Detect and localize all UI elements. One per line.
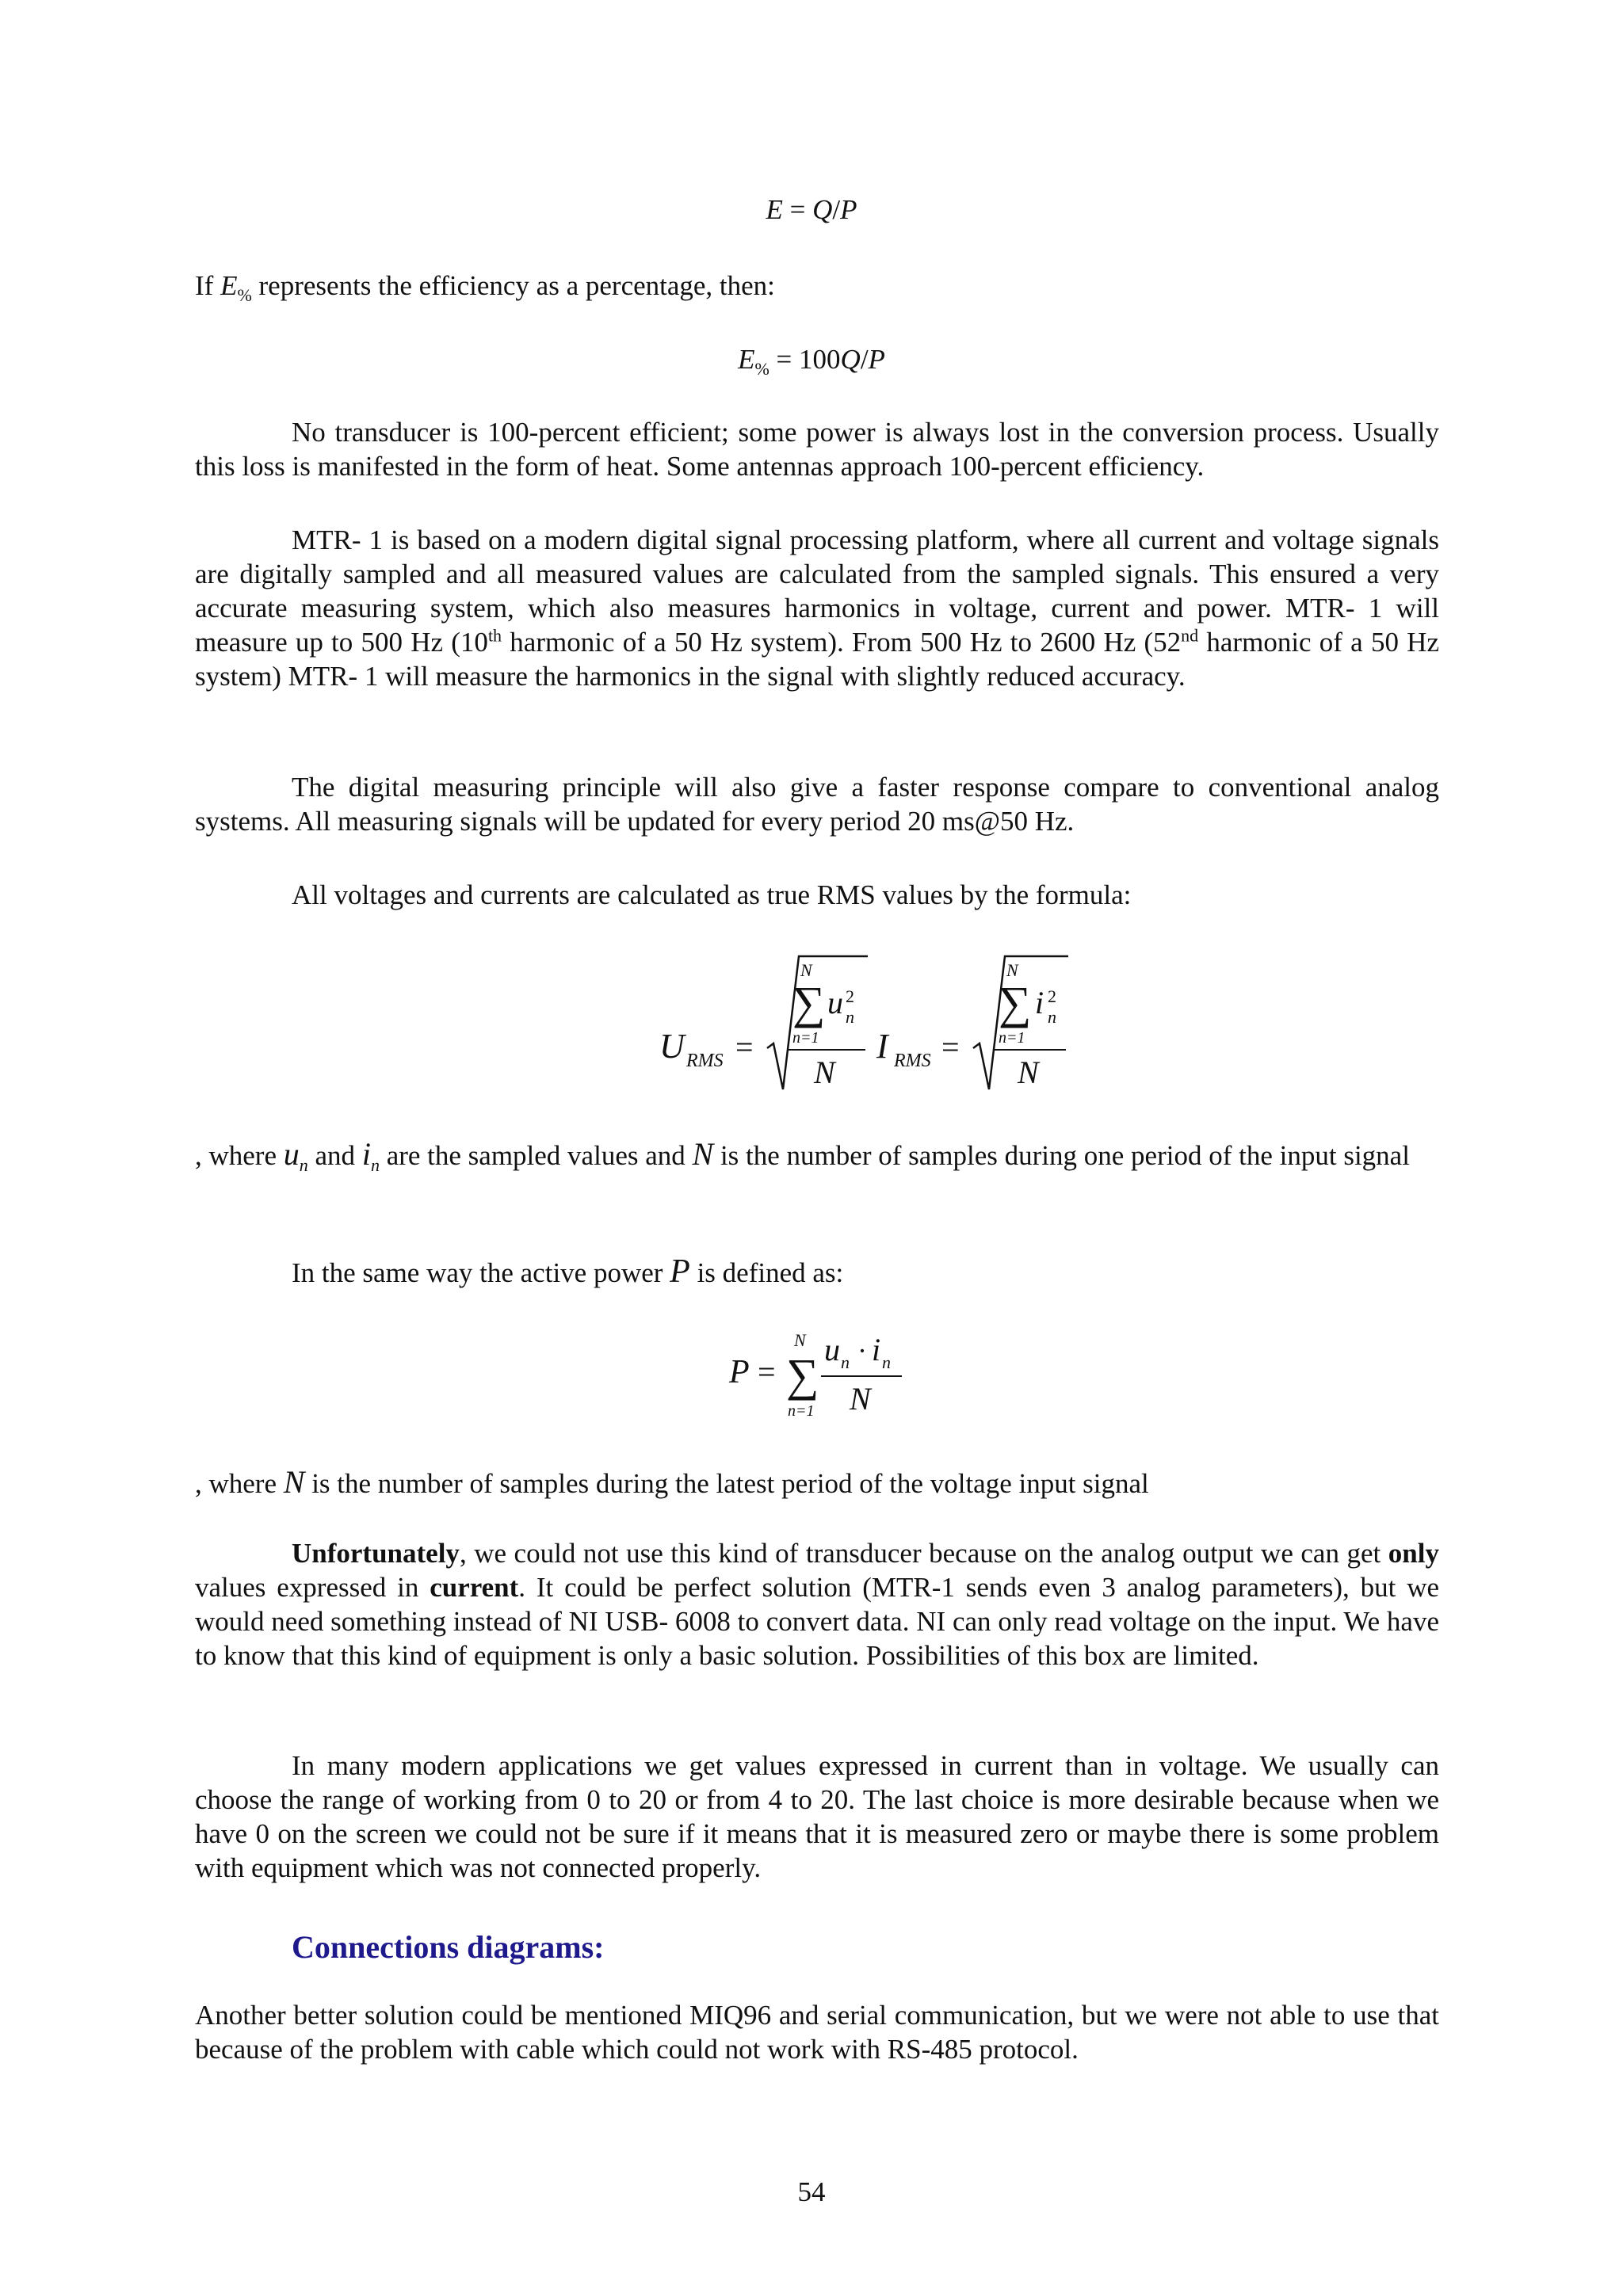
eq-symbol-p: P xyxy=(840,194,857,225)
symbol-e: E xyxy=(220,270,238,301)
subscript-n: n xyxy=(882,1352,891,1372)
exponent-2: 2 xyxy=(1048,986,1056,1006)
bold-text: Unfortunately xyxy=(292,1538,460,1569)
text: is the number of samples during one period of the input signal xyxy=(713,1140,1410,1171)
symbol-p: P xyxy=(670,1253,690,1290)
paragraph-rms-intro xyxy=(195,878,1439,912)
eq-slash: / xyxy=(860,344,869,375)
symbol-n: N xyxy=(692,1136,714,1172)
section-heading: Connections diagrams: xyxy=(292,1929,605,1965)
equation-efficiency-percent xyxy=(0,342,1623,379)
symbol-u: u xyxy=(283,1136,300,1172)
text: and xyxy=(307,1140,362,1171)
paragraph-digital-principle xyxy=(195,770,1439,838)
text: are the sampled values and xyxy=(379,1140,693,1171)
paragraph-efficiency-percent xyxy=(195,269,1439,303)
subscript-rms: RMS xyxy=(686,1051,724,1071)
text: In many modern applications we get values expressed in current than in voltage. We usually can choose the range of working from 0 to 20 or from 4 to 20. The last choice is more desirable because when we have 0 on the screen we could not be sure if it means that it is measured zero or maybe there is some problem with equipment which was not connected properly. xyxy=(195,1750,1439,1883)
text: is defined as: xyxy=(689,1257,844,1288)
symbol-i: i xyxy=(361,1136,371,1172)
denominator-n: N xyxy=(814,1055,835,1090)
text: is the number of samples during the latest period of the voltage input signal xyxy=(304,1468,1149,1499)
subscript-n: n xyxy=(1048,1007,1056,1027)
text: values expressed in xyxy=(195,1572,430,1603)
sum-lower-n1: n=1 xyxy=(788,1402,815,1420)
paragraph-transducer-efficiency xyxy=(195,415,1439,483)
subscript-n: n xyxy=(846,1007,854,1027)
eq-equals-100: = 100 xyxy=(769,344,841,375)
sum-sign: ∑ xyxy=(786,1349,819,1401)
text: The digital measuring principle will also give a faster response compare to conventional analog systems. All measuring signals will be updated for every period 20 ms@50 Hz. xyxy=(195,772,1439,837)
bold-text: current xyxy=(430,1572,519,1603)
paragraph-transducer-limitations xyxy=(195,1536,1439,1672)
term-i: i xyxy=(872,1332,881,1367)
equals-sign: = xyxy=(735,1029,754,1065)
sum-upper-n: N xyxy=(800,960,812,980)
sum-lower-n1: n=1 xyxy=(792,1029,819,1047)
exponent-2: 2 xyxy=(846,986,854,1006)
symbol-p: P xyxy=(729,1354,750,1390)
paragraph-power-where xyxy=(195,1463,1439,1504)
symbol-u-rms: U xyxy=(659,1027,685,1066)
sum-sign: ∑ xyxy=(792,977,826,1028)
text: harmonic of a 50 Hz system) MTR- 1 will measure the harmonics in the signal with slightly reduced accuracy. xyxy=(195,627,1439,692)
subscript-n: n xyxy=(370,1155,380,1175)
term-u: u xyxy=(824,1332,840,1367)
paragraph-rms-where xyxy=(195,1135,1439,1176)
text: harmonic of a 50 Hz system). From 500 Hz to 2600 Hz (52 xyxy=(502,627,1182,658)
paragraph-active-power-intro xyxy=(195,1252,1439,1293)
eq-symbol-q: Q xyxy=(812,194,833,225)
bold-text: only xyxy=(1388,1538,1439,1569)
sum-upper-n: N xyxy=(1006,960,1018,980)
subscript-n: n xyxy=(841,1352,850,1372)
page-number: 54 xyxy=(797,2176,826,2207)
text: Another better solution could be mentioned MIQ96 and serial communication, but we were not able to use that because of the problem with cable which could not work with RS-485 protocol. xyxy=(195,2000,1439,2065)
paragraph-mtr1-description xyxy=(195,523,1439,693)
text: , where xyxy=(195,1468,284,1499)
superscript: th xyxy=(487,625,502,646)
subscript-rms: RMS xyxy=(894,1051,931,1071)
term-u: u xyxy=(827,985,843,1020)
eq-equals: = xyxy=(782,194,813,225)
symbol-i-rms: I xyxy=(876,1027,888,1066)
paragraph-miq96 xyxy=(195,1998,1439,2066)
text: , we could not use this kind of transducer because on the analog output we can get xyxy=(459,1538,1388,1569)
text: MTR- 1 is based on a modern digital signal processing platform, where all current and voltage signals are digitally sampled and all measured values are calculated from the sampled signals. This ensured a very accurate measuring system, which also measures harmonics in voltage, current and power. MTR- 1 will measure up to 500 Hz (10 xyxy=(195,524,1439,658)
term-i: i xyxy=(1035,985,1044,1020)
denominator-n: N xyxy=(850,1381,871,1417)
eq-symbol-e: E xyxy=(766,194,783,225)
text: . It could be perfect solution (MTR-1 sends even 3 analog parameters), but we would need something instead of NI USB- 6008 to convert data. NI can only read voltage on the input. We have to know that this kind of equipment is only a basic solution. Possibilities of this box are limited. xyxy=(195,1572,1439,1671)
text: No transducer is 100-percent efficient; some power is always lost in the conversion process. Usually this loss is manifested in the form of heat. Some antennas approach 100-percent efficiency. xyxy=(195,417,1439,482)
sum-sign: ∑ xyxy=(999,977,1032,1028)
sum-upper-n: N xyxy=(794,1330,806,1350)
eq-slash: / xyxy=(832,194,841,225)
text: In the same way the active power xyxy=(292,1257,670,1288)
eq-symbol-p: P xyxy=(868,344,885,375)
denominator-n: N xyxy=(1018,1055,1039,1090)
subscript-percent: % xyxy=(237,285,252,305)
paragraph-current-range xyxy=(195,1749,1439,1885)
subscript-n: n xyxy=(299,1155,308,1175)
eq-symbol-e: E xyxy=(738,344,755,375)
equals-sign: = xyxy=(758,1354,776,1390)
superscript: nd xyxy=(1181,625,1199,646)
text: , where xyxy=(195,1140,284,1171)
sum-lower-n1: n=1 xyxy=(999,1029,1025,1047)
text: All voltages and currents are calculated as true RMS values by the formula: xyxy=(292,879,1132,910)
eq-subscript-percent: % xyxy=(754,359,769,379)
eq-symbol-q: Q xyxy=(840,344,861,375)
text: represents the efficiency as a percentage, then: xyxy=(251,270,775,301)
text: If xyxy=(195,270,221,301)
multiply-dot: · xyxy=(857,1335,867,1367)
symbol-n: N xyxy=(283,1464,305,1500)
formula-rms xyxy=(650,947,1094,1097)
equation-efficiency xyxy=(0,193,1623,227)
equals-sign: = xyxy=(941,1029,960,1065)
formula-active-power xyxy=(721,1327,911,1422)
